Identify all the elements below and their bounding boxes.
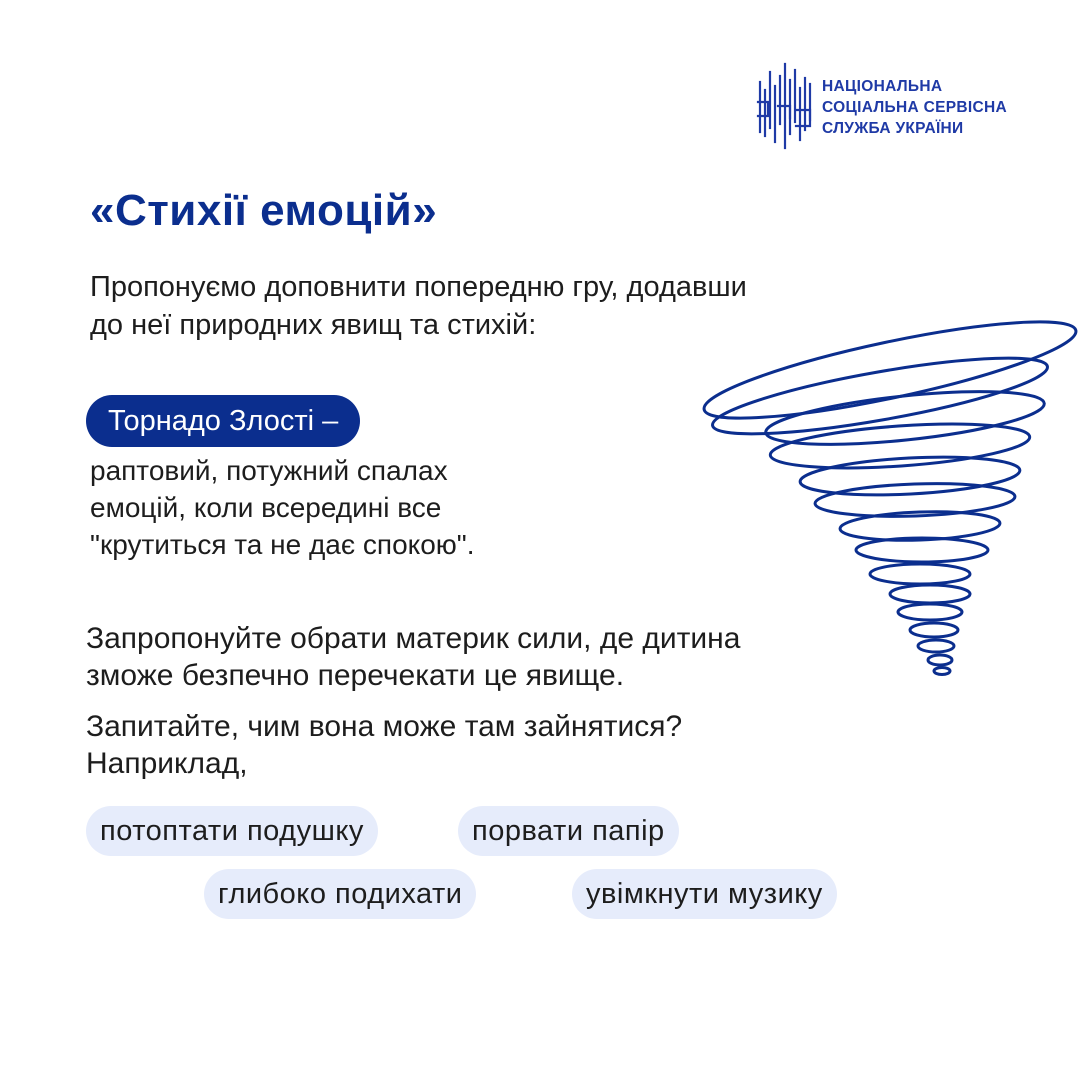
logo-line: СЛУЖБА УКРАЇНИ [822, 120, 964, 137]
instruction-line: Запропонуйте обрати материк сили, де дитина [86, 622, 741, 655]
example-chip: порвати папір [458, 806, 679, 856]
tornado-icon [690, 300, 1080, 690]
question-line: Наприклад, [86, 747, 248, 780]
question-line: Запитайте, чим вона може там зайнятися? [86, 710, 683, 743]
description-line: "крутиться та не дає спокою". [90, 529, 475, 560]
intro-line: до неї природних явищ та стихій: [90, 309, 537, 341]
tornado-of-anger-label: Торнадо Злості – [86, 395, 360, 447]
description-line: раптовий, потужний спалах [90, 455, 448, 486]
question-paragraph [86, 708, 682, 782]
nsss-logo-icon [756, 62, 814, 152]
logo-line: СОЦІАЛЬНА СЕРВІСНА [822, 99, 1007, 116]
example-chip: потоптати подушку [86, 806, 378, 856]
logo [756, 62, 1007, 152]
instruction-line: зможе безпечно перечекати це явище. [86, 659, 625, 692]
example-chip: увімкнути музику [572, 869, 837, 919]
description-line: емоцій, коли всередині все [90, 492, 442, 523]
logo-line: НАЦІОНАЛЬНА [822, 78, 943, 95]
instruction-paragraph [86, 620, 740, 694]
logo-text [822, 76, 1007, 139]
page-title: «Стихії емоцій» [90, 186, 438, 235]
tornado-description [90, 452, 475, 563]
example-chip: глибоко подихати [204, 869, 476, 919]
intro-line: Пропонуємо доповнити попередню гру, додавши [90, 271, 747, 303]
